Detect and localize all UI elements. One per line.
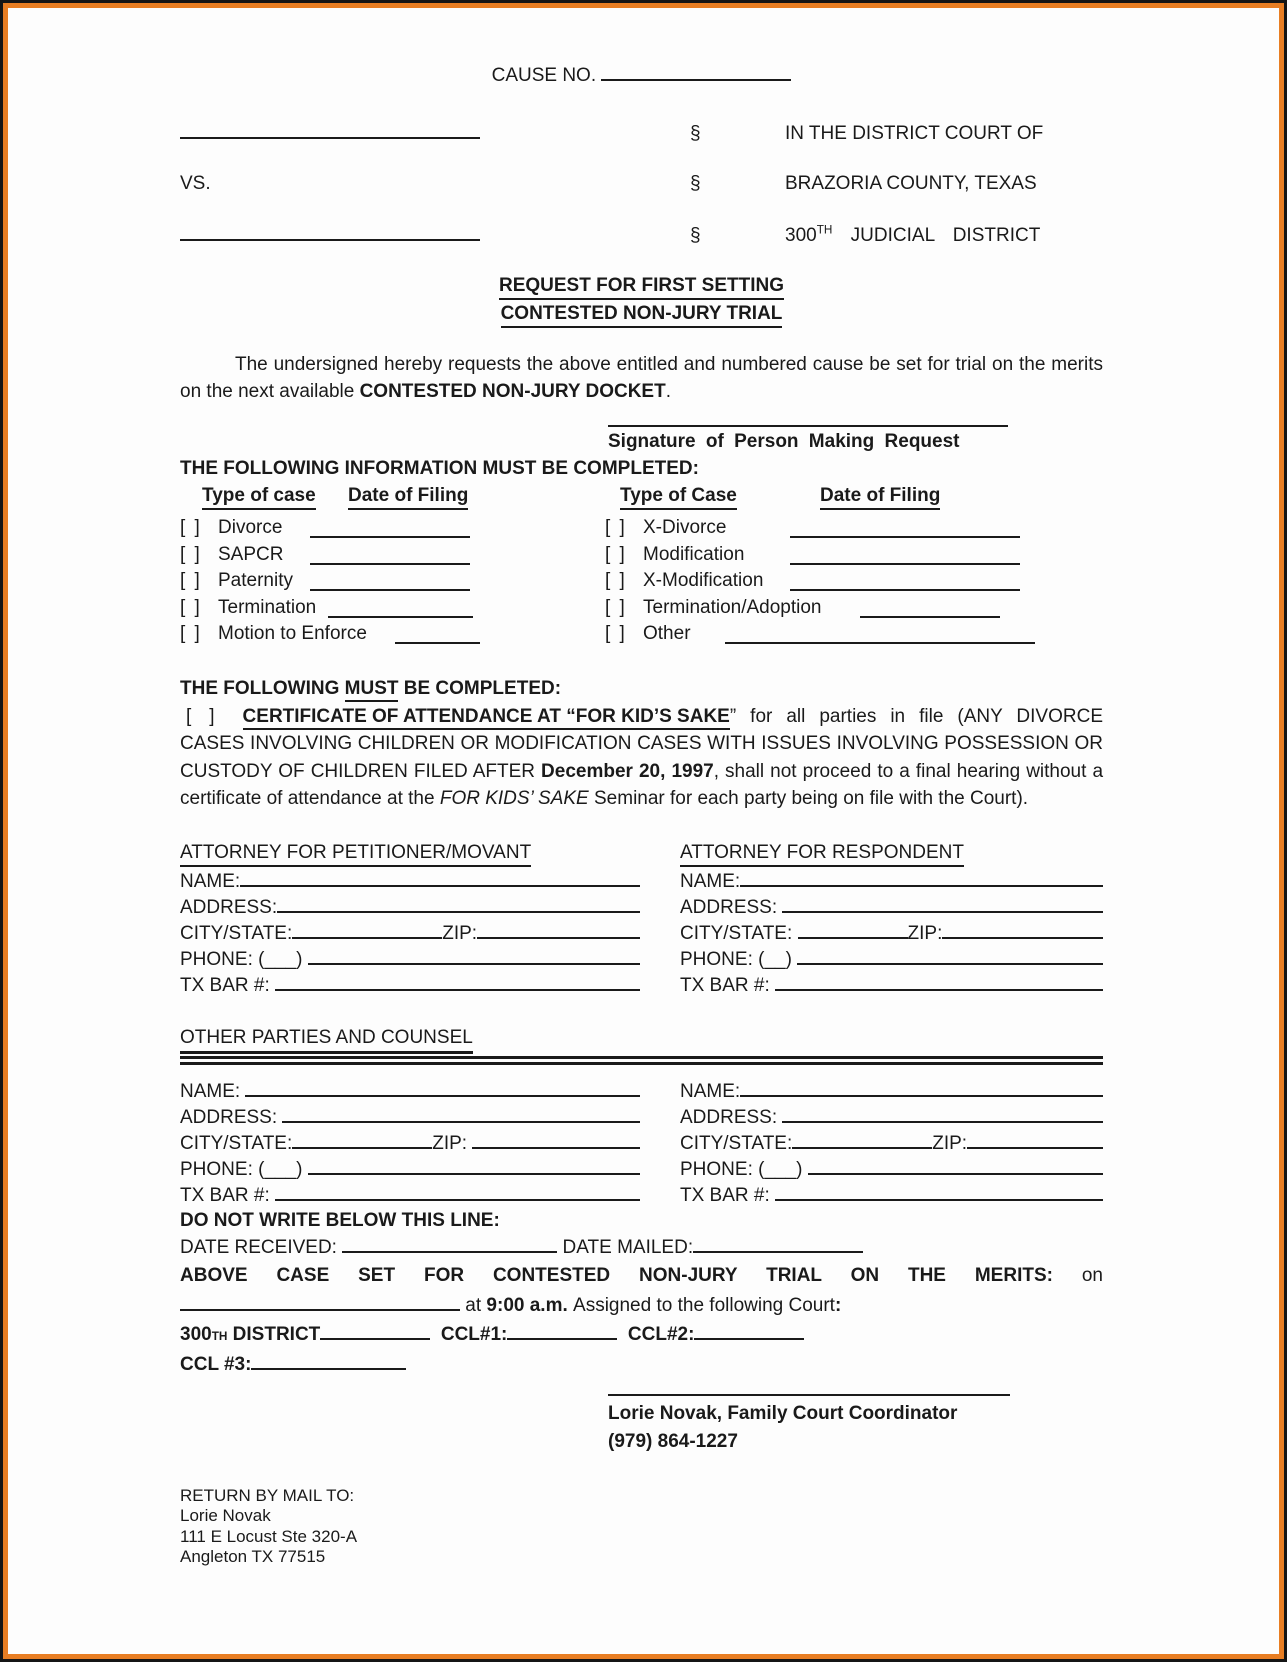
label-sapcr: SAPCR — [218, 543, 284, 565]
name-label: NAME: — [680, 1080, 741, 1102]
col-header-date-left: Date of Filing — [348, 485, 468, 510]
address-label: ADDRESS: — [680, 896, 778, 918]
zip-label: ZIP: — [907, 922, 943, 944]
document-title-line2: CONTESTED NON-JURY TRIAL — [501, 303, 783, 328]
intro-docket-bold: CONTESTED NON-JURY DOCKET — [359, 381, 666, 402]
certificate-title: CERTIFICATE OF ATTENDANCE AT “FOR KID’S SAKE — [243, 706, 730, 731]
address-label: ADDRESS: — [180, 1106, 278, 1128]
double-rule — [180, 1056, 1103, 1065]
label-modification: Modification — [643, 543, 745, 565]
district-ordinal: TH — [816, 223, 833, 237]
cause-no-blank[interactable] — [601, 62, 791, 81]
requester-signature-caption: Signature of Person Making Request — [608, 431, 960, 452]
tx-bar-label: TX BAR #: — [180, 1184, 270, 1206]
other-party-1-bar-blank[interactable] — [275, 1182, 640, 1201]
city-state-label: CITY/STATE: — [680, 922, 793, 944]
certificate-date: December 20, 1997 — [541, 760, 714, 782]
must-complete-heading — [180, 675, 1103, 703]
coordinator-name: Lorie Novak, Family Court Coordinator — [608, 1402, 958, 1424]
petitioner-attorney-name-blank[interactable] — [240, 868, 640, 887]
other-party-1-city-blank[interactable] — [292, 1130, 432, 1149]
address-label: ADDRESS: — [680, 1106, 778, 1128]
coordinator-signature-block — [608, 1393, 1010, 1456]
ccl3-row — [180, 1351, 1103, 1379]
city-state-label: CITY/STATE: — [180, 1132, 293, 1154]
court-assignment-row: 300 TH DISTRICT CCL#1: CCL#2: — [180, 1321, 1103, 1349]
city-state-label: CITY/STATE: — [680, 1132, 793, 1154]
respondent-attorney-city-blank[interactable] — [798, 920, 908, 939]
other-party-2-zip-blank[interactable] — [967, 1130, 1103, 1149]
case-caption — [180, 120, 1103, 248]
respondent-attorney-name-blank[interactable] — [740, 868, 1103, 887]
ccl1-blank[interactable] — [507, 1321, 617, 1340]
checkbox-termination-adoption[interactable]: [ ] — [605, 596, 627, 618]
must-heading-underlined: MUST — [345, 678, 399, 703]
label-divorce: Divorce — [218, 517, 283, 538]
checkbox-other[interactable]: [ ] — [605, 623, 627, 644]
petitioner-attorney-city-blank[interactable] — [292, 920, 442, 939]
label-termination-adoption: Termination/Adoption — [643, 596, 822, 618]
label-other: Other — [643, 623, 691, 644]
checkbox-x-divorce[interactable]: [ ] — [605, 517, 627, 538]
caption-row-vs — [180, 171, 1103, 197]
district-blank[interactable] — [320, 1321, 430, 1340]
checkbox-divorce[interactable]: [ ] — [180, 517, 202, 538]
checkbox-termination[interactable]: [ ] — [180, 596, 202, 618]
date-blank-paternity[interactable] — [310, 572, 470, 591]
phone-label: PHONE: (__) — [680, 948, 792, 970]
hearing-date-blank[interactable] — [180, 1292, 460, 1311]
label-termination: Termination — [218, 596, 317, 618]
date-blank-motion-to-enforce[interactable] — [395, 625, 480, 644]
other-party-left-block — [180, 1078, 640, 1208]
phone-label: PHONE: (___) — [680, 1158, 803, 1180]
assigned-label: Assigned to the following Court — [573, 1294, 835, 1316]
city-state-label: CITY/STATE: — [180, 922, 293, 944]
checkbox-certificate[interactable]: [ ] — [186, 705, 217, 727]
section-symbol: § — [690, 123, 701, 144]
col-header-type-right: Type of Case — [620, 485, 737, 510]
zip-label: ZIP: — [432, 1132, 468, 1154]
certificate-body-1: for all parties in file (ANY DIVORCE CASES INVOLVING CHILDREN OR MODIFICATION CASES WITH ISSUES INVOLVING POSSESSION OR CUSTODY OF CHILDREN FILED AFTER — [180, 705, 1103, 782]
address-label: ADDRESS: — [180, 896, 278, 918]
return-address-block — [180, 1486, 1103, 1568]
certificate-body-3: Seminar for each party being on file with the Court). — [588, 788, 1029, 810]
certificate-paragraph — [180, 703, 1103, 813]
date-mailed-blank[interactable] — [693, 1234, 863, 1253]
other-party-2-name-blank[interactable] — [740, 1078, 1103, 1097]
date-mailed-label: DATE MAILED: — [562, 1236, 694, 1258]
checkbox-x-modification[interactable]: [ ] — [605, 570, 627, 591]
tx-bar-label: TX BAR #: — [680, 974, 770, 996]
certificate-quote: ” — [729, 705, 737, 727]
return-by-mail-label: RETURN BY MAIL TO: — [180, 1485, 355, 1505]
court-line-3 — [785, 223, 1040, 249]
judicial-district-label: JUDICIAL DISTRICT — [850, 225, 1041, 246]
case-type-row — [180, 542, 1103, 569]
attorney-section — [180, 840, 1103, 998]
date-received-label: DATE RECEIVED: — [180, 1236, 337, 1258]
checkbox-motion-to-enforce[interactable]: [ ] — [180, 623, 202, 644]
other-party-1-phone-blank[interactable] — [308, 1156, 640, 1175]
name-label: NAME: — [680, 870, 741, 892]
return-name: Lorie Novak — [180, 1506, 271, 1526]
case-type-table — [180, 485, 1103, 648]
label-x-modification: X-Modification — [643, 570, 764, 591]
other-party-1-address-blank[interactable] — [282, 1104, 640, 1123]
information-heading: THE FOLLOWING INFORMATION MUST BE COMPLETED: — [180, 458, 699, 479]
case-type-row — [180, 568, 1103, 595]
checkbox-modification[interactable]: [ ] — [605, 543, 627, 565]
case-type-row — [180, 595, 1103, 622]
label-motion-to-enforce: Motion to Enforce — [218, 623, 367, 644]
return-street: 111 E Locust Ste 320-A — [180, 1526, 358, 1546]
ccl3-label: CCL #3: — [180, 1353, 252, 1375]
case-set-line — [180, 1262, 1103, 1289]
document-title-line1: REQUEST FOR FIRST SETTING — [499, 275, 784, 300]
coordinator-phone: (979) 864-1227 — [608, 1430, 738, 1452]
hearing-time: 9:00 a.m. — [486, 1294, 568, 1316]
case-type-header-row — [180, 485, 1103, 515]
petitioner-attorney-address-blank[interactable] — [277, 894, 640, 913]
coordinator-signature-line[interactable] — [608, 1393, 1010, 1396]
caption-row-respondent — [180, 222, 1103, 248]
respondent-name-blank[interactable] — [180, 222, 480, 241]
case-set-bold: ABOVE CASE SET FOR CONTESTED NON-JURY TRIAL ON THE MERITS: — [180, 1264, 1053, 1286]
checkbox-sapcr[interactable]: [ ] — [180, 543, 202, 565]
assigned-colon: : — [834, 1294, 842, 1316]
petitioner-attorney-phone-blank[interactable] — [308, 946, 640, 965]
page-border — [3, 3, 1284, 1659]
label-x-divorce: X-Divorce — [643, 517, 727, 538]
petitioner-attorney-zip-blank[interactable] — [477, 920, 640, 939]
petitioner-attorney-block — [180, 840, 640, 998]
date-blank-termination[interactable] — [328, 599, 473, 618]
col-header-type-left: Type of case — [202, 485, 316, 510]
hearing-time-row — [180, 1292, 1103, 1319]
name-label: NAME: — [180, 870, 241, 892]
date-blank-sapcr[interactable] — [310, 546, 470, 565]
ccl1-label: CCL#1: — [440, 1323, 508, 1345]
document-title — [180, 273, 1103, 329]
label-paternity: Paternity — [218, 570, 293, 591]
caption-row-petitioner — [180, 120, 1103, 146]
date-blank-other[interactable] — [725, 625, 1035, 644]
ccl3-blank[interactable] — [251, 1351, 406, 1370]
case-type-row — [180, 621, 1103, 648]
date-received-blank[interactable] — [342, 1234, 557, 1253]
section-symbol: § — [690, 225, 701, 246]
requester-signature-block — [608, 424, 1008, 454]
district-label: DISTRICT — [232, 1323, 321, 1345]
other-parties-heading-row — [180, 1025, 1103, 1055]
district-number: 300 — [180, 1323, 212, 1345]
respondent-attorney-block — [680, 840, 1103, 998]
date-blank-termination-adoption[interactable] — [860, 599, 1000, 618]
case-type-row — [180, 515, 1103, 542]
district-number: 300 — [785, 225, 817, 246]
petitioner-attorney-bar-blank[interactable] — [275, 972, 640, 991]
zip-label: ZIP: — [442, 922, 478, 944]
other-party-2-phone-blank[interactable] — [808, 1156, 1103, 1175]
must-heading-post: BE COMPLETED: — [398, 677, 562, 699]
petitioner-attorney-header: ATTORNEY FOR PETITIONER/MOVANT — [180, 842, 531, 867]
at-label: at — [465, 1294, 482, 1316]
section-symbol: § — [690, 173, 701, 194]
checkbox-paternity[interactable]: [ ] — [180, 570, 202, 591]
name-label: NAME: — [180, 1080, 241, 1102]
other-party-1-name-blank[interactable] — [245, 1078, 640, 1097]
cause-no-label: CAUSE NO. — [491, 65, 597, 86]
date-received-row — [180, 1234, 1103, 1260]
return-city: Angleton TX 77515 — [180, 1547, 326, 1567]
do-not-write-heading: DO NOT WRITE BELOW THIS LINE: — [180, 1209, 500, 1231]
date-blank-divorce[interactable] — [310, 519, 470, 538]
tx-bar-label: TX BAR #: — [680, 1184, 770, 1206]
tx-bar-label: TX BAR #: — [180, 974, 270, 996]
date-blank-x-modification[interactable] — [790, 572, 1020, 591]
requester-signature-line[interactable] — [608, 424, 1008, 427]
vs-label: VS. — [180, 173, 211, 194]
respondent-attorney-header: ATTORNEY FOR RESPONDENT — [680, 842, 964, 867]
cause-number-row — [180, 62, 1103, 88]
ccl2-blank[interactable] — [694, 1321, 804, 1340]
col-header-date-right: Date of Filing — [820, 485, 940, 510]
respondent-attorney-bar-blank[interactable] — [775, 972, 1103, 991]
ccl2-label: CCL#2: — [627, 1323, 695, 1345]
petitioner-name-blank[interactable] — [180, 120, 480, 139]
other-party-2-address-blank[interactable] — [782, 1104, 1103, 1123]
other-party-right-block — [680, 1078, 1103, 1208]
case-set-tail: on — [1081, 1264, 1103, 1286]
intro-period: . — [665, 381, 671, 402]
date-blank-x-divorce[interactable] — [790, 519, 1020, 538]
other-parties-section — [180, 1078, 1103, 1208]
respondent-attorney-address-blank[interactable] — [782, 894, 1103, 913]
zip-label: ZIP: — [932, 1132, 968, 1154]
must-heading-pre: THE FOLLOWING — [180, 677, 345, 699]
court-line-1: IN THE DISTRICT COURT OF — [785, 123, 1044, 144]
respondent-attorney-zip-blank[interactable] — [942, 920, 1103, 939]
respondent-attorney-phone-blank[interactable] — [797, 946, 1103, 965]
other-party-1-zip-blank[interactable] — [472, 1130, 640, 1149]
other-party-2-bar-blank[interactable] — [775, 1182, 1103, 1201]
certificate-body-2: , shall not proceed to a final hearing without a certificate of attendance at the — [180, 760, 1104, 810]
phone-label: PHONE: (___) — [180, 1158, 303, 1180]
intro-text: The undersigned hereby requests the above entitled and numbered cause be set for trial on the merits on the next available — [180, 354, 1103, 402]
phone-label: PHONE: (___) — [180, 948, 303, 970]
certificate-seminar-name: FOR KIDS’ SAKE — [439, 788, 589, 810]
other-party-2-city-blank[interactable] — [792, 1130, 932, 1149]
other-parties-heading: OTHER PARTIES AND COUNSEL — [180, 1027, 473, 1054]
court-line-2: BRAZORIA COUNTY, TEXAS — [785, 173, 1037, 194]
intro-paragraph — [180, 351, 1103, 405]
date-blank-modification[interactable] — [790, 546, 1020, 565]
